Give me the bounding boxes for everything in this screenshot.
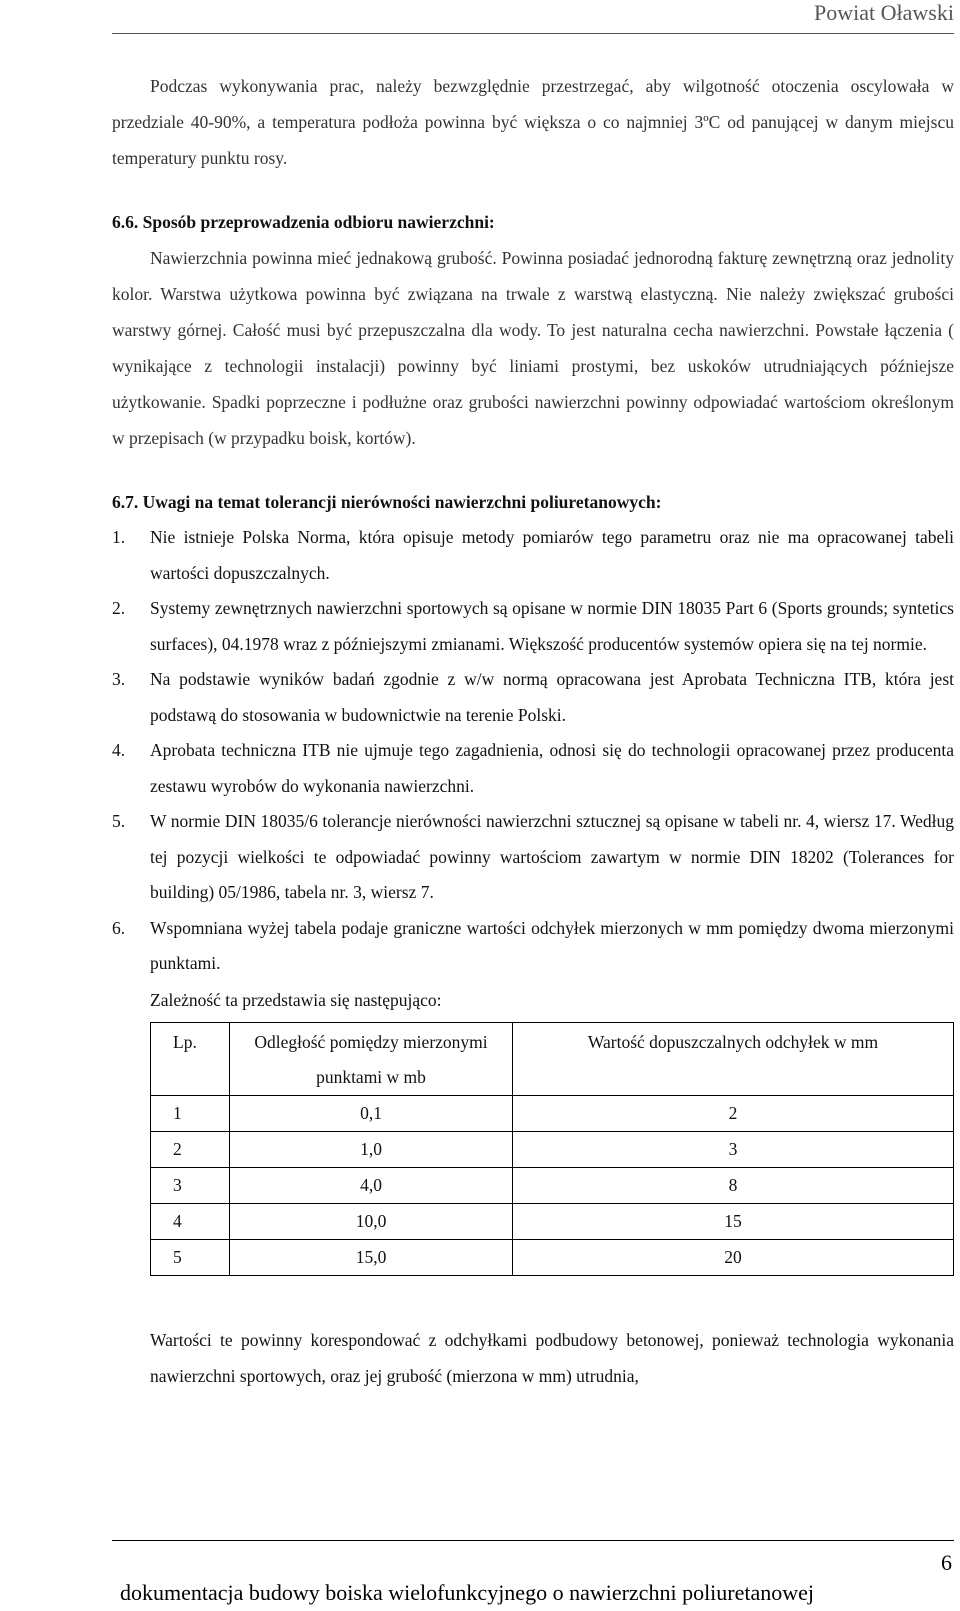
section-6-6-body: Nawierzchnia powinna mieć jednakową grubość. Powinna posiadać jednorodną fakturę zewnętrzną oraz jednolity kolor. Warstwa użytkowa powinna być związana na trwale z warstwą elastyczną. Nie należy zwiększać grubości warstwy górnej. Całość musi być przepuszczalna dla wody. To jest naturalna cecha nawierzchni. Powstałe łączenia ( wynikające z technologii instalacji) powinny być liniami prostymi, bez uskoków utrudniających późniejsze użytkowanie. Spadki poprzeczne i podłużne oraz grubości nawierzchni powinny odpowiadać wartościom określonym w przepisach (w przypadku boisk, kortów).: [112, 248, 954, 448]
header-title: Powiat Oławski: [814, 0, 954, 25]
table-cell: 2: [513, 1095, 954, 1131]
table-cell: 15,0: [230, 1239, 513, 1275]
table-cell: 1: [151, 1095, 230, 1131]
table-header-row: [151, 1022, 954, 1095]
header-rule: [112, 33, 954, 34]
footer-text: dokumentacja budowy boiska wielofunkcyjnego o nawierzchni poliuretanowej: [120, 1580, 815, 1605]
table-header-distance: Odległość pomiędzy mierzonymi punktami w mb: [230, 1022, 513, 1095]
section-6-6-heading: 6.6. Sposób przeprowadzenia odbioru nawierzchni:: [112, 212, 495, 232]
page-number: 6: [941, 1550, 952, 1575]
list-item-text: W normie DIN 18035/6 tolerancje nierówności nawierzchni sztucznej są opisane w tabeli nr. 4, wiersz 17. Według tej pozycji wielkości te odpowiadać powinny wartościom zawartym w normie DIN 18202 (Tolerances for building) 05/1986, tabela nr. 3, wiersz 7.: [150, 811, 954, 902]
intro-paragraph: Podczas wykonywania prac, należy bezwzględnie przestrzegać, aby wilgotność otoczenia oscylowała w przedziale 40-90%, a temperatura podłoża powinna być większa o co najmniej 3ºC od panującej w danym miejscu temperatury punktu rosy.: [112, 76, 954, 168]
footer-rule: [112, 1540, 954, 1541]
list-item-number: 6.: [112, 917, 126, 938]
table-cell: 5: [151, 1239, 230, 1275]
tolerance-table: [150, 1022, 954, 1276]
table-cell: 3: [151, 1167, 230, 1203]
after-table-paragraph: Wartości te powinny korespondować z odchyłkami podbudowy betonowej, ponieważ technologia wykonania nawierzchni sportowych, oraz jej grubość (mierzona w mm) utrudnia,: [150, 1329, 954, 1386]
table-cell: 1,0: [230, 1131, 513, 1167]
list-item: [112, 591, 954, 662]
table-row: [151, 1203, 954, 1239]
list-item-text: Wspomniana wyżej tabela podaje graniczne wartości odchyłek mierzonych w mm pomiędzy dwoma mierzonymi punktami.: [150, 917, 954, 973]
list-item: [112, 520, 954, 591]
table-cell: 3: [513, 1131, 954, 1167]
section-6-7-heading: 6.7. Uwagi na temat tolerancji nierówności nawierzchni poliuretanowych:: [112, 492, 662, 512]
table-cell: 10,0: [230, 1203, 513, 1239]
table-cell: 8: [513, 1167, 954, 1203]
table-row: [151, 1239, 954, 1275]
list-item-number: 4.: [112, 740, 126, 760]
document-body: [112, 68, 954, 1394]
list-item: [112, 804, 954, 911]
list-item-text: Aprobata techniczna ITB nie ujmuje tego zagadnienia, odnosi się do technologii opracowanej przez producenta zestawu wyrobów do wykonania nawierzchni.: [150, 740, 954, 796]
notes-list: [112, 520, 954, 982]
table-header-tolerance: Wartość dopuszczalnych odchyłek w mm: [513, 1022, 954, 1095]
list-item-number: 3.: [112, 669, 126, 689]
table-cell: 0,1: [230, 1095, 513, 1131]
list-item-text: Systemy zewnętrznych nawierzchni sportowych są opisane w normie DIN 18035 Part 6 (Sports grounds; syntetics surfaces), 04.1978 wraz z późniejszymi zmianami. Większość producentów systemów opiera się na tej normie.: [150, 598, 954, 654]
list-item: [112, 911, 954, 982]
list-item-number: 1.: [112, 527, 126, 547]
list-item: [112, 733, 954, 804]
table-row: [151, 1167, 954, 1203]
list-item-number: 2.: [112, 598, 126, 618]
table-intro: Zależność ta przedstawia się następująco:: [150, 989, 442, 1010]
list-item: [112, 662, 954, 733]
table-cell: 20: [513, 1239, 954, 1275]
table-row: [151, 1095, 954, 1131]
list-item-text: Nie istnieje Polska Norma, która opisuje metody pomiarów tego parametru oraz nie ma opracowanej tabeli wartości dopuszczalnych.: [150, 527, 954, 583]
table-cell: 4: [151, 1203, 230, 1239]
table-row: [151, 1131, 954, 1167]
page-header: [0, 0, 960, 36]
table-cell: 4,0: [230, 1167, 513, 1203]
table-cell: 15: [513, 1203, 954, 1239]
table-header-lp: Lp.: [151, 1022, 230, 1095]
list-item-text: Na podstawie wyników badań zgodnie z w/w normą opracowana jest Aprobata Techniczna ITB, która jest podstawą do stosowania w budownictwie na terenie Polski.: [150, 669, 954, 725]
list-item-number: 5.: [112, 811, 126, 831]
table-cell: 2: [151, 1131, 230, 1167]
